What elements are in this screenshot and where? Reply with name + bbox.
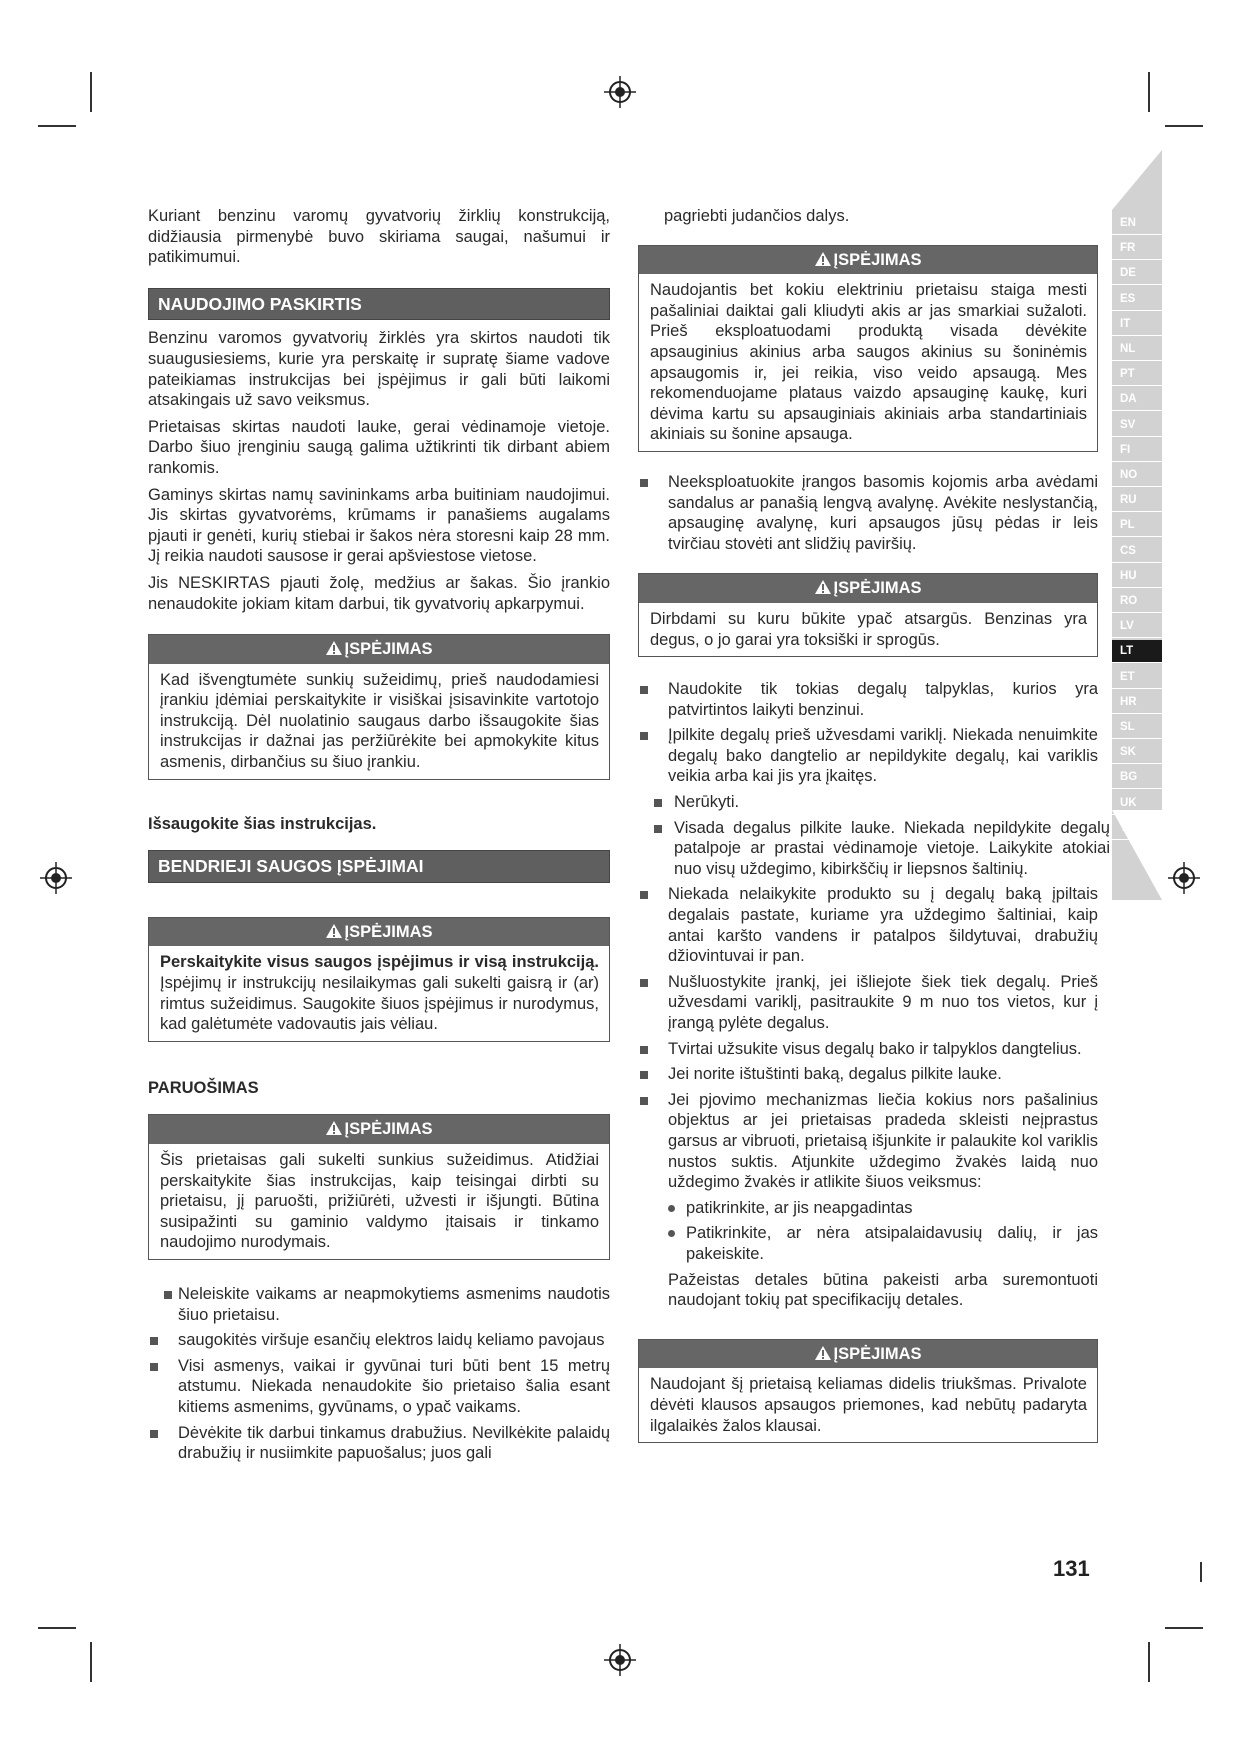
bullet-square-icon	[640, 979, 648, 987]
language-tab-ro: RO	[1112, 590, 1162, 613]
language-tab-de: DE	[1112, 262, 1162, 285]
warning-header	[149, 635, 609, 664]
warning-text: Naudojant šį prietaisą keliamas didelis triukšmas. Privalote dėvėti klausos apsaugos priemones, kad nebūtų padaryta ilgalaikės žalos klausai.	[650, 1375, 1087, 1435]
language-tab-lv: LV	[1112, 615, 1162, 638]
language-tab-nl: NL	[1112, 338, 1162, 361]
language-tab-it: IT	[1112, 313, 1162, 336]
preparation-bullet-list	[148, 1284, 610, 1464]
warning-title: ĮSPĖJIMAS	[833, 250, 922, 269]
language-tab-pl: PL	[1112, 514, 1162, 537]
warning-regular-text: Įspėjimų ir instrukcijų nesilaikymas gali sukelti gaisrą ir (ar) rimtus sužeidimus. Saugokite šiuos įspėjimus ir nurodymus, kad galėtumėte vadovautis jais vėliau.	[160, 974, 599, 1034]
language-tab-pt: PT	[1112, 363, 1162, 386]
damaged-parts-paragraph: Pažeistas detales būtina pakeisti arba suremontuoti naudojant tokių pat specifikacijų detales.	[668, 1270, 1098, 1310]
bullet-square-icon	[164, 1291, 172, 1299]
warning-box-read-all	[148, 917, 610, 1042]
list-item: Patikrinkite, ar nėra atsipalaidavusių dalių, ir jas pakeiskite.	[638, 1223, 1098, 1264]
bullet-square-icon	[654, 825, 662, 833]
list-item: Jei pjovimo mechanizmas liečia kokius nors pašalinius objektus ar jei prietaisas pradeda skleisti neįprastus garsus ar vibruoti, prietaisą išjunkite ir palaukite kol variklis nustos suktis. Atjunkite uždegimo žvakės laidą nuo uždegimo žvakės ir atlikite šiuos veiksmus:	[638, 1090, 1098, 1193]
crop-mark	[90, 72, 92, 112]
registration-mark-icon	[40, 862, 72, 894]
warning-header	[639, 1340, 1097, 1369]
bullet-square-icon	[640, 1046, 648, 1054]
list-item: Tvirtai užsukite visus degalų bako ir talpyklos dangtelius.	[638, 1039, 1098, 1060]
section-heading-preparation: PARUOŠIMAS	[148, 1078, 259, 1097]
crop-mark	[38, 1627, 76, 1629]
registration-mark-icon	[604, 76, 636, 108]
section-heading-usage: NAUDOJIMO PASKIRTIS	[148, 288, 610, 321]
warning-icon	[814, 251, 832, 267]
language-tab-lt: LT	[1112, 640, 1162, 663]
list-item: saugokitės viršuje esančių elektros laidų keliamo pavojaus	[148, 1330, 610, 1351]
crop-mark	[1148, 72, 1150, 112]
language-tab-et: ET	[1112, 666, 1162, 689]
warning-title: ĮSPĖJIMAS	[833, 579, 922, 598]
list-item: Niekada nelaikykite produkto su į degalų baką įpiltais degalais pastate, kuriame yra uždegimo šaltiniai, kaip antai karšto vandens ir patalpos šildytuvai, drabužių džiovintuvai ir pan.	[638, 884, 1098, 966]
crop-mark	[90, 1642, 92, 1682]
list-item: Dėvėkite tik darbui tinkamus drabužius. Nevilkėkite palaidų drabužių ir nusiimkite papuošalus; juos gali	[148, 1423, 610, 1464]
language-tab-hu: HU	[1112, 565, 1162, 588]
language-tab-en: EN	[1112, 212, 1162, 235]
list-item: Įpilkite degalų prieš užvesdami variklį. Niekada nenuimkite degalų bako dangtelio ar nepildykite degalų, kai variklis veikia arba kai jis yra įkaitęs.	[638, 725, 1098, 787]
warning-icon	[325, 923, 343, 939]
intro-paragraph: Kuriant benzinu varomų gyvatvorių žirklių konstrukciją, didžiausia pirmenybė buvo skiriama saugai, našumui ir patikimumui.	[148, 207, 610, 267]
warning-title: ĮSPĖJIMAS	[344, 1120, 433, 1139]
list-item: Neleiskite vaikams ar neapmokytiems asmenims naudotis šiuo prietaisu.	[148, 1284, 610, 1325]
language-tab-sv: SV	[1112, 414, 1162, 437]
page-number: 131	[1053, 1556, 1090, 1581]
warning-icon	[325, 1120, 343, 1136]
crop-mark	[1165, 125, 1203, 127]
language-tab-cs: CS	[1112, 540, 1162, 563]
bullet-dot-icon	[668, 1205, 675, 1212]
list-item: Naudokite tik tokias degalų talpyklas, kurios yra patvirtintos laikyti benzinui.	[638, 679, 1098, 720]
list-item: Nušluostykite įrankį, jei išliejote šiek tiek degalų. Prieš užvesdami variklį, pasitraukite 9 m nuo tos vietos, kur į įrangą pylėte degalus.	[638, 972, 1098, 1034]
language-tab-da: DA	[1112, 388, 1162, 411]
warning-box-fuel	[638, 573, 1098, 657]
warning-title: ĮSPĖJIMAS	[344, 922, 433, 941]
language-tab-uk: UK	[1112, 792, 1162, 815]
bullet-dot-icon	[668, 1230, 675, 1237]
language-tab-sk: SK	[1112, 741, 1162, 764]
bullet-square-icon	[640, 686, 648, 694]
crop-mark	[1148, 1642, 1150, 1682]
warning-icon	[325, 640, 343, 656]
language-tab-sl: SL	[1112, 716, 1162, 739]
bullet-square-icon	[654, 799, 662, 807]
warning-title: ĮSPĖJIMAS	[833, 1344, 922, 1363]
warning-text: Šis prietaisas gali sukelti sunkius sužeidimus. Atidžiai perskaitykite šias instrukcijas, kaip teisingai dirbti su prietaisu, jį paruošti, prižiūrėti, užvesti ir išjungti. Būtina susipažinti su gaminio valdymo įtaisais ir tinkamo naudojimo nurodymais.	[160, 1151, 599, 1252]
warning-header	[639, 246, 1097, 275]
warning-text: Dirbdami su kuru būkite ypač atsargūs. Benzinas yra degus, o jo garai yra toksiški ir sprogūs.	[650, 609, 1087, 649]
language-tab-hr: HR	[1112, 691, 1162, 714]
crop-mark	[1200, 1562, 1202, 1582]
language-tab-bg: BG	[1112, 766, 1162, 789]
registration-mark-icon	[1168, 862, 1200, 894]
bullet-square-icon	[150, 1363, 158, 1371]
list-item: Neeksploatuokite įrangos basomis kojomis arba avėdami sandalus ar panašią lengvą avalynę. Avėkite neslystančią, apsauginę avalynę, kuri apsaugos jūsų pėdas ir leis tvirčiau stovėti ant slidžių paviršių.	[638, 472, 1098, 554]
language-tab-tr: TR	[1112, 817, 1162, 840]
left-column	[148, 206, 610, 1469]
continuation-text: pagriebti judančios dalys.	[664, 207, 850, 225]
language-tab-fr: FR	[1112, 237, 1162, 260]
usage-paragraph-3: Gaminys skirtas namų savininkams arba buitiniam naudojimui. Jis skirtas gyvatvorėms, krūmams ir panašiems augalams pjauti ir genėti, kurių stiebai ir šakos nėra storesni kaip 28 mm. Jį reikia naudoti sausose ir gerai apšviestose vietose.	[148, 485, 610, 566]
warning-icon	[814, 1345, 832, 1361]
warning-icon	[814, 579, 832, 595]
warning-box-instructions	[148, 634, 610, 780]
warning-box-eye-protection	[638, 245, 1098, 452]
list-item: Jei norite ištuštinti baką, degalus pilkite lauke.	[638, 1064, 1098, 1085]
fuel-bullet-list	[638, 679, 1110, 1264]
list-item: Visada degalus pilkite lauke. Niekada nepildykite degalų patalpoje ar prastai vėdinamoje vietoje. Laikykite atokiai nuo visų uždegimo, kibirkščių ir liepsnos šaltinių.	[638, 818, 1110, 880]
language-tab-es: ES	[1112, 288, 1162, 311]
warning-text: Kad išvengtumėte sunkių sužeidimų, prieš naudodamiesi įrankiu įdėmiai perskaitykite ir visiškai įsisavinkite vartotojo instrukciją. Dėl nuolatinio saugaus darbo išsaugokite šias instrukcijas ir dažnai jas peržiūrėkite bei apmokykite kitus asmenis, dirbančius su šiuo įrankiu.	[160, 670, 599, 772]
save-instructions-text: Išsaugokite šias instrukcijas.	[148, 814, 377, 833]
warning-text: Naudojantis bet kokiu elektriniu prietaisu staiga mesti pašaliniai daiktai gali kliudyti akis ar jas smarkiai sužaloti. Prieš eksploatuodami produktą visada dėvėkite apsauginius akinius arba saugos akinius su šoninėmis apsaugomis ir, jei reikia, viso veido apsaugą. Mes rekomenduojame plataus vaizdo apsauginę kaukę, kuri dėvima kartu su apsauginiais akiniais arba standartiniais akiniais su šonine apsauga.	[650, 281, 1087, 444]
language-tab-no: NO	[1112, 464, 1162, 487]
warning-text	[149, 946, 609, 1040]
bullet-square-icon	[150, 1430, 158, 1438]
usage-paragraph-4: Jis NESKIRTAS pjauti žolę, medžius ar šakas. Šio įrankio nenaudokite jokiam kitam darbui, tik gyvatvorių apkarpymui.	[148, 573, 610, 613]
usage-paragraph-1: Benzinu varomos gyvatvorių žirklės yra skirtos naudoti tik suaugusiesiems, kurie yra perskaitę ir supratę šiame vadove pateikiamas instrukcijas bei įspėjimus ir gali būti laikomi atsakingais už savo veiksmus.	[148, 329, 610, 410]
bullet-square-icon	[150, 1337, 158, 1345]
bullet-square-icon	[640, 1097, 648, 1105]
section-heading-general-safety: BENDRIEJI SAUGOS ĮSPĖJIMAI	[148, 850, 610, 883]
bullet-square-icon	[640, 1071, 648, 1079]
warning-header	[639, 574, 1097, 603]
bullet-square-icon	[640, 891, 648, 899]
warning-title: ĮSPĖJIMAS	[344, 640, 433, 659]
list-item: patikrinkite, ar jis neapgadintas	[638, 1198, 1098, 1219]
language-tab-ru: RU	[1112, 489, 1162, 512]
warning-bold-text: Perskaitykite visus saugos įspėjimus ir visą instrukciją.	[160, 953, 599, 972]
language-tab-fi: FI	[1112, 439, 1162, 462]
list-item: Visi asmenys, vaikai ir gyvūnai turi būti bent 15 metrų atstumu. Niekada nenaudokite šio prietaiso šalia esant kitiems asmenims, gyvūnams, o ypač vaikams.	[148, 1356, 610, 1418]
warning-header	[149, 1115, 609, 1144]
warning-box-noise	[638, 1339, 1098, 1443]
right-column	[638, 206, 1110, 1457]
bullet-square-icon	[640, 732, 648, 740]
usage-paragraph-2: Prietaisas skirtas naudoti lauke, gerai vėdinamoje vietoje. Darbo šiuo įrenginiu saugą galima užtikrinti tik dirbant abiem rankomis.	[148, 417, 610, 477]
warning-header	[149, 918, 609, 947]
warning-box-preparation	[148, 1114, 610, 1260]
list-item: Nerūkyti.	[638, 792, 1098, 813]
footwear-bullet-list	[638, 472, 1098, 554]
bullet-square-icon	[640, 479, 648, 487]
crop-mark	[1165, 1627, 1203, 1629]
registration-mark-icon	[604, 1644, 636, 1676]
crop-mark	[38, 125, 76, 127]
